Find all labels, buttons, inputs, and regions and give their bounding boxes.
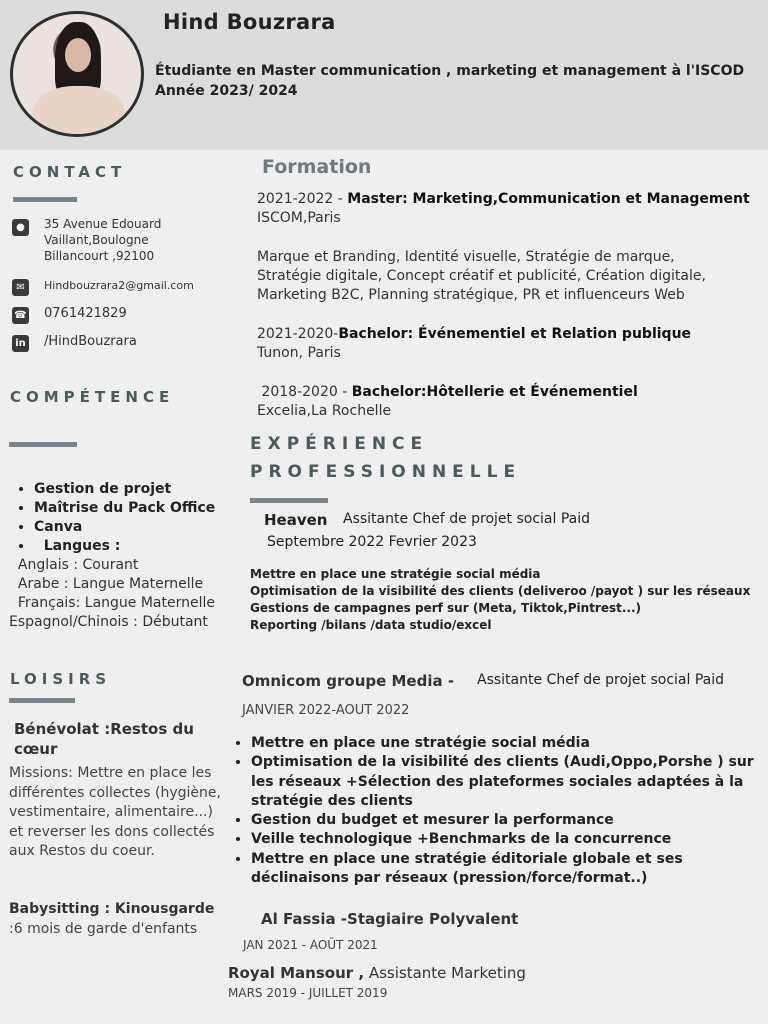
skills-list xyxy=(16,480,215,556)
address: 35 Avenue Edouard Vaillant,Boulogne Billancourt ,92100 xyxy=(44,217,162,263)
omnicom-role: Assitante Chef de projet social Paid xyxy=(477,672,725,688)
linkedin-handle[interactable]: /HindBouzrara xyxy=(44,334,137,349)
alfassia-date: JAN 2021 - AOÛT 2021 xyxy=(243,938,378,952)
list-item: Mettre en place une stratégie social média xyxy=(250,567,541,581)
list-item: Gestions de campagnes perf sur (Meta, Tiktok,Pintrest...) xyxy=(250,601,642,615)
experience-title: EXPÉRIENCE PROFESSIONNELLE xyxy=(250,434,522,482)
alfassia-title: Al Fassia -Stagiaire Polyvalent xyxy=(261,910,519,928)
list-item: • Canva xyxy=(34,518,215,537)
list-item: Reporting /bilans /data studio/excel xyxy=(250,618,492,632)
list-item: • Gestion du budget et mesurer la performance xyxy=(251,811,768,830)
header-band xyxy=(0,0,768,150)
linkedin-icon: in xyxy=(12,335,29,352)
list-item: • Langues : xyxy=(34,537,215,556)
benevolat-text: Missions: Mettre en place les différentes collectes (hygiène, vestimentaire, alimentaire...) et reverser les dons collectés aux Restos du coeur. xyxy=(9,765,221,859)
list-item: • Gestion de projet xyxy=(34,480,215,499)
profile-photo xyxy=(10,11,144,137)
person-name: Hind Bouzrara xyxy=(163,10,336,34)
list-item: • Mettre en place une stratégie éditoriale globale et ses déclinaisons par réseaux (pression/force/format..) xyxy=(251,850,768,889)
headline: Étudiante en Master communication , marketing et management à l'ISCOD Année 2023/ 2024 xyxy=(155,63,745,99)
experience-divider xyxy=(250,498,328,503)
location-pin-icon: ● xyxy=(12,219,29,236)
envelope-icon: ✉ xyxy=(12,279,29,296)
babysitting-title: Babysitting : Kinousgarde xyxy=(9,901,215,917)
list-item: • Mettre en place une stratégie social média xyxy=(251,734,768,753)
heaven-company: Heaven xyxy=(264,511,328,529)
omnicom-tasks xyxy=(233,734,768,888)
contact-title: CONTACT xyxy=(13,163,127,181)
babysitting-text: :6 mois de garde d'enfants xyxy=(9,921,198,937)
list-item: • Veille technologique +Benchmarks de la concurrence xyxy=(251,830,768,849)
competence-divider xyxy=(9,442,77,447)
formation-master: 2021-2022 - Master: Marketing,Communication et Management ISCOM,Paris xyxy=(257,191,750,226)
omnicom-company: Omnicom groupe Media - xyxy=(242,672,455,690)
heaven-role: Assitante Chef de projet social Paid xyxy=(343,511,591,527)
list-item: Optimisation de la visibilité des clients (deliveroo /payot ) sur les réseaux xyxy=(250,584,751,598)
loisirs-divider xyxy=(9,698,75,703)
omnicom-date: JANVIER 2022-AOUT 2022 xyxy=(242,703,410,718)
phone-icon: ☎ xyxy=(12,307,29,324)
list-item: • Optimisation de la visibilité des clients (Audi,Oppo,Porshe ) sur les réseaux +Sélection des plateformes sociales adaptées à la stratégie des clients xyxy=(251,753,768,811)
heaven-tasks xyxy=(250,566,750,634)
formation-title: Formation xyxy=(262,156,372,178)
list-item: • Maîtrise du Pack Office xyxy=(34,499,215,518)
formation-bachelor-evenementiel: 2021-2020-Bachelor: Événementiel et Relation publique Tunon, Paris xyxy=(257,326,692,361)
royalmansour-line: Royal Mansour , Assistante Marketing xyxy=(228,964,526,982)
formation-master-description: Marque et Branding, Identité visuelle, Stratégie de marque, Stratégie digitale, Concept créatif et publicité, Création digitale, Marketing B2C, Planning stratégique, PR et influenceurs Web xyxy=(257,249,706,303)
languages-list: Anglais : Courant Arabe : Langue Maternelle Français: Langue Maternelle Espagnol/Chinois : Débutant xyxy=(9,557,215,630)
benevolat-title: Bénévolat :Restos du cœur xyxy=(14,720,194,758)
email[interactable]: Hindbouzrara2@gmail.com xyxy=(44,279,194,292)
competence-title: COMPÉTENCE xyxy=(10,388,175,406)
phone[interactable]: 0761421829 xyxy=(44,306,127,321)
formation-bachelor-hotellerie: 2018-2020 - Bachelor:Hôtellerie et Événementiel Excelia,La Rochelle xyxy=(257,384,638,419)
heaven-date: Septembre 2022 Fevrier 2023 xyxy=(267,534,477,550)
loisirs-title: LOISIRS xyxy=(10,670,112,688)
royalmansour-date: MARS 2019 - JUILLET 2019 xyxy=(228,986,388,1000)
contact-divider xyxy=(13,197,77,202)
